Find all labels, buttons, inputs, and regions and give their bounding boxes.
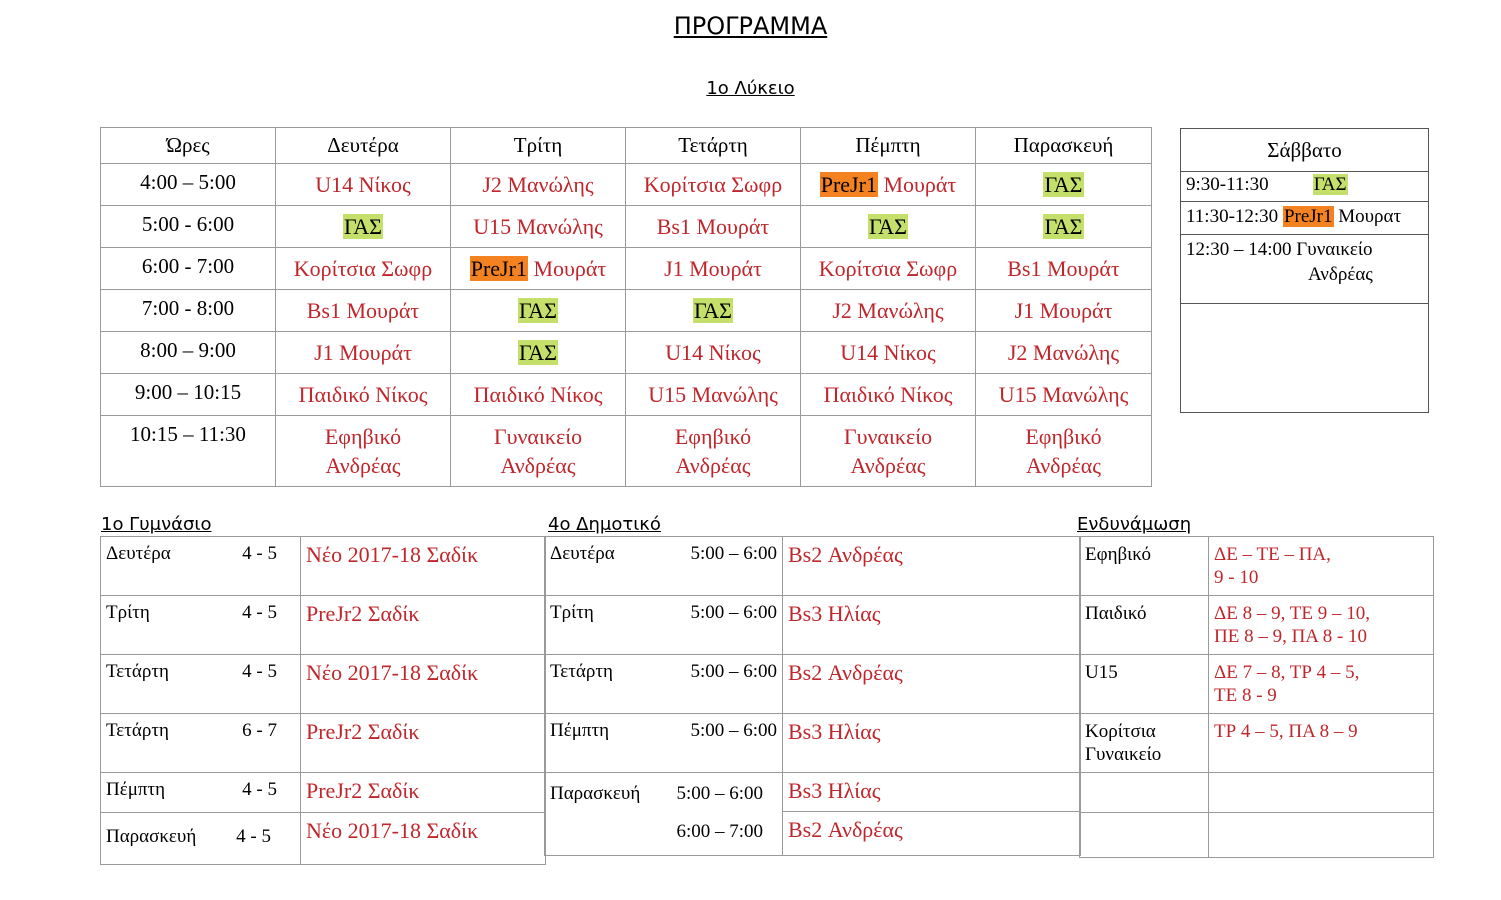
group-cell: PreJr2 Σαδίκ [301,773,546,813]
schedule-cell: Κορίτσια Σωφρ [626,164,801,206]
table-row [101,596,546,655]
schedule-cell: U15 Μανώλης [976,374,1152,416]
table-row [545,773,1081,812]
empty-cell [1209,813,1434,858]
time-cell: 5:00 - 6:00 [101,206,276,248]
schedule-cell: U14 Νίκος [626,332,801,374]
table-row [101,537,546,596]
highlight-badge: ΓΑΣ [1044,214,1083,239]
highlight-badge: ΓΑΣ [518,340,557,365]
group-cell: Νέο 2017-18 Σαδίκ [301,537,546,596]
schedule-cell [276,206,451,248]
table-row [1181,172,1429,202]
day-time-cell: Δευτέρα 5:00 – 6:00 [545,537,783,596]
schedule-cell: ΔΕ – ΤΕ – ΠΑ, 9 - 10 [1209,537,1434,596]
schedule-cell [976,164,1152,206]
schedule-cell: J2 Μανώλης [451,164,626,206]
table-row [101,206,1152,248]
schedule-cell: J1 Μουράτ [976,290,1152,332]
schedule-cell [626,290,801,332]
time-cell: 7:00 - 8:00 [101,290,276,332]
table-row [101,714,546,773]
table-row [101,416,1152,487]
schedule-cell: Εφηβικό Ανδρέας [276,416,451,487]
weekly-schedule-table [100,127,1152,487]
highlight-badge: ΓΑΣ [1044,172,1083,197]
group-name-cell: Εφηβικό [1080,537,1209,596]
saturday-row: 11:30-12:30 PreJr1 Μουρατ [1181,202,1429,235]
time-cell: 9:00 – 10:15 [101,374,276,416]
schedule-cell: Κορίτσια Σωφρ [801,248,976,290]
time-cell: 10:15 – 11:30 [101,416,276,487]
saturday-row [1181,304,1429,413]
time-cell: 8:00 – 9:00 [101,332,276,374]
schedule-cell: Παιδικό Νίκος [276,374,451,416]
schedule-cell: ΔΕ 8 – 9, ΤΕ 9 – 10, ΠΕ 8 – 9, ΠΑ 8 - 10 [1209,596,1434,655]
header-cell: Παρασκευή [976,128,1152,164]
table-row [1181,235,1429,304]
gymnasio-table [100,536,546,865]
table-row [1080,537,1434,596]
schedule-cell: U14 Νίκος [276,164,451,206]
schedule-cell: Bs1 Μουράτ [976,248,1152,290]
schedule-cell [976,206,1152,248]
group-cell: PreJr2 Σαδίκ [301,596,546,655]
endynamosi-table [1079,536,1434,858]
schedule-cell [451,332,626,374]
schedule-cell: Γυναικείο Ανδρέας [451,416,626,487]
table-row [101,813,546,865]
table-row [1080,813,1434,858]
group-cell: Νέο 2017-18 Σαδίκ [301,813,546,865]
table-row [1080,655,1434,714]
table-row [545,655,1081,714]
day-time-cell: Παρασκευή 4 - 5 [101,813,301,865]
day-time-cell: Παρασκευή 5:00 – 6:00 6:00 – 7:00 [545,773,783,856]
empty-cell [1209,773,1434,813]
group-cell: Bs2 Ανδρέας [783,655,1081,714]
table-row [1080,773,1434,813]
table-row [545,596,1081,655]
schedule-cell: PreJr1 Μουράτ [801,164,976,206]
schedule-cell: U15 Μανώλης [626,374,801,416]
highlight-badge: ΓΑΣ [343,214,382,239]
schedule-cell: U14 Νίκος [801,332,976,374]
group-cell: Bs3 Ηλίας [783,596,1081,655]
saturday-row: 9:30-11:30 ΓΑΣ [1181,172,1429,202]
header-cell: Ώρες [101,128,276,164]
table-row [101,248,1152,290]
group-cell: PreJr2 Σαδίκ [301,714,546,773]
schedule-cell: J2 Μανώλης [801,290,976,332]
schedule-cell: J1 Μουράτ [276,332,451,374]
schedule-cell [451,290,626,332]
schedule-cell: Bs1 Μουράτ [276,290,451,332]
schedule-cell: Παιδικό Νίκος [801,374,976,416]
highlight-badge: PreJr1 [1283,206,1333,227]
highlight-badge: ΓΑΣ [693,298,732,323]
page-title: ΠΡΟΓΡΑΜΜΑ [673,12,828,40]
schedule-cell: Εφηβικό Ανδρέας [626,416,801,487]
saturday-header: Σάββατο [1181,129,1429,172]
table-header-row [101,128,1152,164]
table-row [101,332,1152,374]
gymnasio-label: 1ο Γυμνάσιο [101,514,212,535]
table-row [1181,304,1429,413]
schedule-cell: Γυναικείο Ανδρέας [801,416,976,487]
header-cell: Δευτέρα [276,128,451,164]
highlight-badge: PreJr1 [470,256,527,281]
group-name-cell: U15 [1080,655,1209,714]
header-cell: Πέμπτη [801,128,976,164]
day-time-cell: Τετάρτη 6 - 7 [101,714,301,773]
highlight-badge: ΓΑΣ [868,214,907,239]
saturday-row: 12:30 – 14:00 Γυναικείο Ανδρέας [1181,235,1429,304]
table-row [545,537,1081,596]
day-time-cell: Τετάρτη 4 - 5 [101,655,301,714]
group-cell: Νέο 2017-18 Σαδίκ [301,655,546,714]
time-cell: 6:00 - 7:00 [101,248,276,290]
day-time-cell: Δευτέρα 4 - 5 [101,537,301,596]
group-cell: Bs3 Ηλίας [783,773,1081,812]
group-cell: Bs2 Ανδρέας [783,812,1081,856]
schedule-cell: U15 Μανώλης [451,206,626,248]
schedule-cell [801,206,976,248]
group-name-cell: Παιδικό [1080,596,1209,655]
highlight-badge: ΓΑΣ [518,298,557,323]
day-time-cell: Τρίτη 5:00 – 6:00 [545,596,783,655]
saturday-table [1180,128,1429,413]
schedule-cell: J2 Μανώλης [976,332,1152,374]
endynamosi-label: Ενδυνάμωση [1077,514,1192,535]
header-cell: Τετάρτη [626,128,801,164]
day-time-cell: Πέμπτη 4 - 5 [101,773,301,813]
time-cell: 4:00 – 5:00 [101,164,276,206]
table-row [101,655,546,714]
group-cell: Bs2 Ανδρέας [783,537,1081,596]
dimotiko-table [544,536,1081,856]
schedule-cell: J1 Μουράτ [626,248,801,290]
table-row [1080,714,1434,773]
group-cell: Bs3 Ηλίας [783,714,1081,773]
table-row [545,714,1081,773]
day-time-cell: Τετάρτη 5:00 – 6:00 [545,655,783,714]
group-name-cell: Κορίτσια Γυναικείο [1080,714,1209,773]
day-time-cell: Τρίτη 4 - 5 [101,596,301,655]
schedule-cell: Εφηβικό Ανδρέας [976,416,1152,487]
table-row [101,290,1152,332]
header-cell: Τρίτη [451,128,626,164]
day-time-cell: Πέμπτη 5:00 – 6:00 [545,714,783,773]
empty-cell [1080,773,1209,813]
schedule-cell: Παιδικό Νίκος [451,374,626,416]
dimotiko-label: 4ο Δημοτικό [548,514,661,535]
table-row [101,164,1152,206]
table-header-row [1181,129,1429,172]
empty-cell [1080,813,1209,858]
table-row [1181,202,1429,235]
highlight-badge: ΓΑΣ [1313,174,1347,195]
schedule-cell: Bs1 Μουράτ [626,206,801,248]
highlight-badge: PreJr1 [820,172,877,197]
schedule-cell: Κορίτσια Σωφρ [276,248,451,290]
school-subtitle: 1ο Λύκειο [706,78,795,99]
schedule-cell: ΤΡ 4 – 5, ΠΑ 8 – 9 [1209,714,1434,773]
schedule-cell: PreJr1 Μουράτ [451,248,626,290]
table-row [1080,596,1434,655]
schedule-cell: ΔΕ 7 – 8, ΤΡ 4 – 5, ΤΕ 8 - 9 [1209,655,1434,714]
table-row [101,773,546,813]
table-row [101,374,1152,416]
